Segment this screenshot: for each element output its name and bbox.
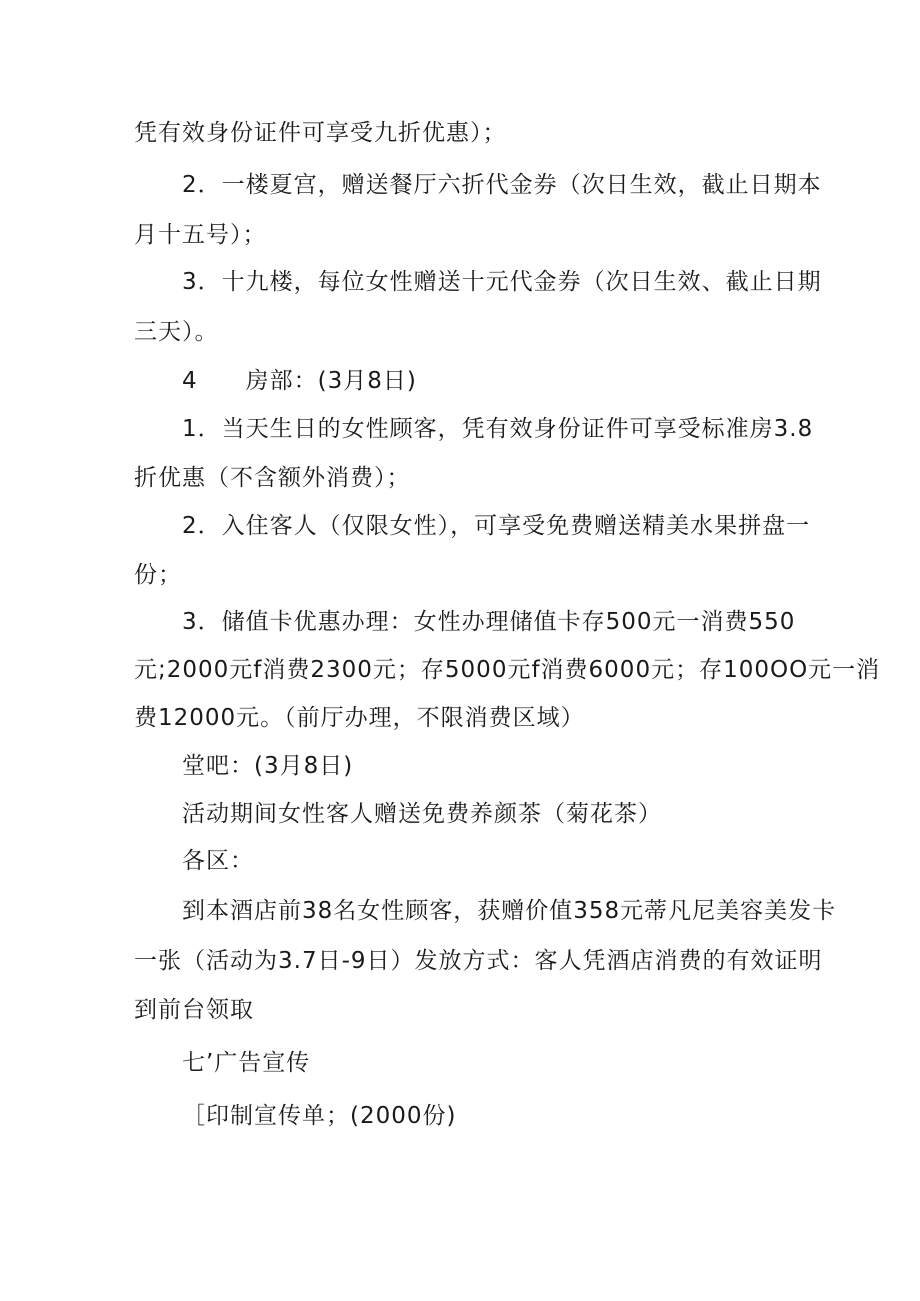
text-line: 活动期间女性客人赠送免费养颜茶（菊花茶）: [182, 801, 662, 827]
section-heading: 堂吧：(3月8日): [182, 753, 354, 779]
section-heading: 七’广告宣传: [182, 1050, 311, 1076]
text-line: 费12000元。（前厅办理，不限消费区域）: [134, 705, 585, 731]
text-line: 到本酒店前38名女性顾客，获赠价值358元蒂凡尼美容美发卡: [182, 898, 837, 924]
text-line: 2．一楼夏宫，赠送餐厅六折代金券（次日生效，截止日期本: [182, 172, 822, 198]
text-line: ［印制宣传单；(2000份): [182, 1103, 457, 1129]
text-line: 三天）。: [134, 319, 219, 345]
section-heading: 各区：: [182, 848, 254, 874]
text-line: 2．入住客人（仅限女性），可享受免费赠送精美水果拼盘一: [182, 513, 811, 539]
text-line: 3．储值卡优惠办理：女性办理储值卡存500元一消费550: [182, 609, 796, 635]
text-line: 折优惠（不含额外消费）；: [134, 465, 411, 491]
text-line: 1．当天生日的女性顾客，凭有效身份证件可享受标准房3.8: [182, 416, 814, 442]
text-line: 到前台领取: [134, 997, 254, 1023]
text-line: 一张（活动为3.7日-9日）发放方式：客人凭酒店消费的有效证明: [134, 948, 823, 974]
section-heading: 4 房部：(3月8日): [182, 368, 417, 394]
text-line: 份；: [134, 562, 182, 588]
text-line: 3．十九楼，每位女性赠送十元代金券（次日生效、截止日期: [182, 269, 822, 295]
text-line: 元;2000元f消费2300元；存5000元f消费6000元；存100OO元一消: [134, 657, 881, 683]
text-line: 月十五号）；: [134, 222, 267, 248]
text-line: 凭有效身份证件可享受九折优惠）；: [134, 120, 507, 146]
